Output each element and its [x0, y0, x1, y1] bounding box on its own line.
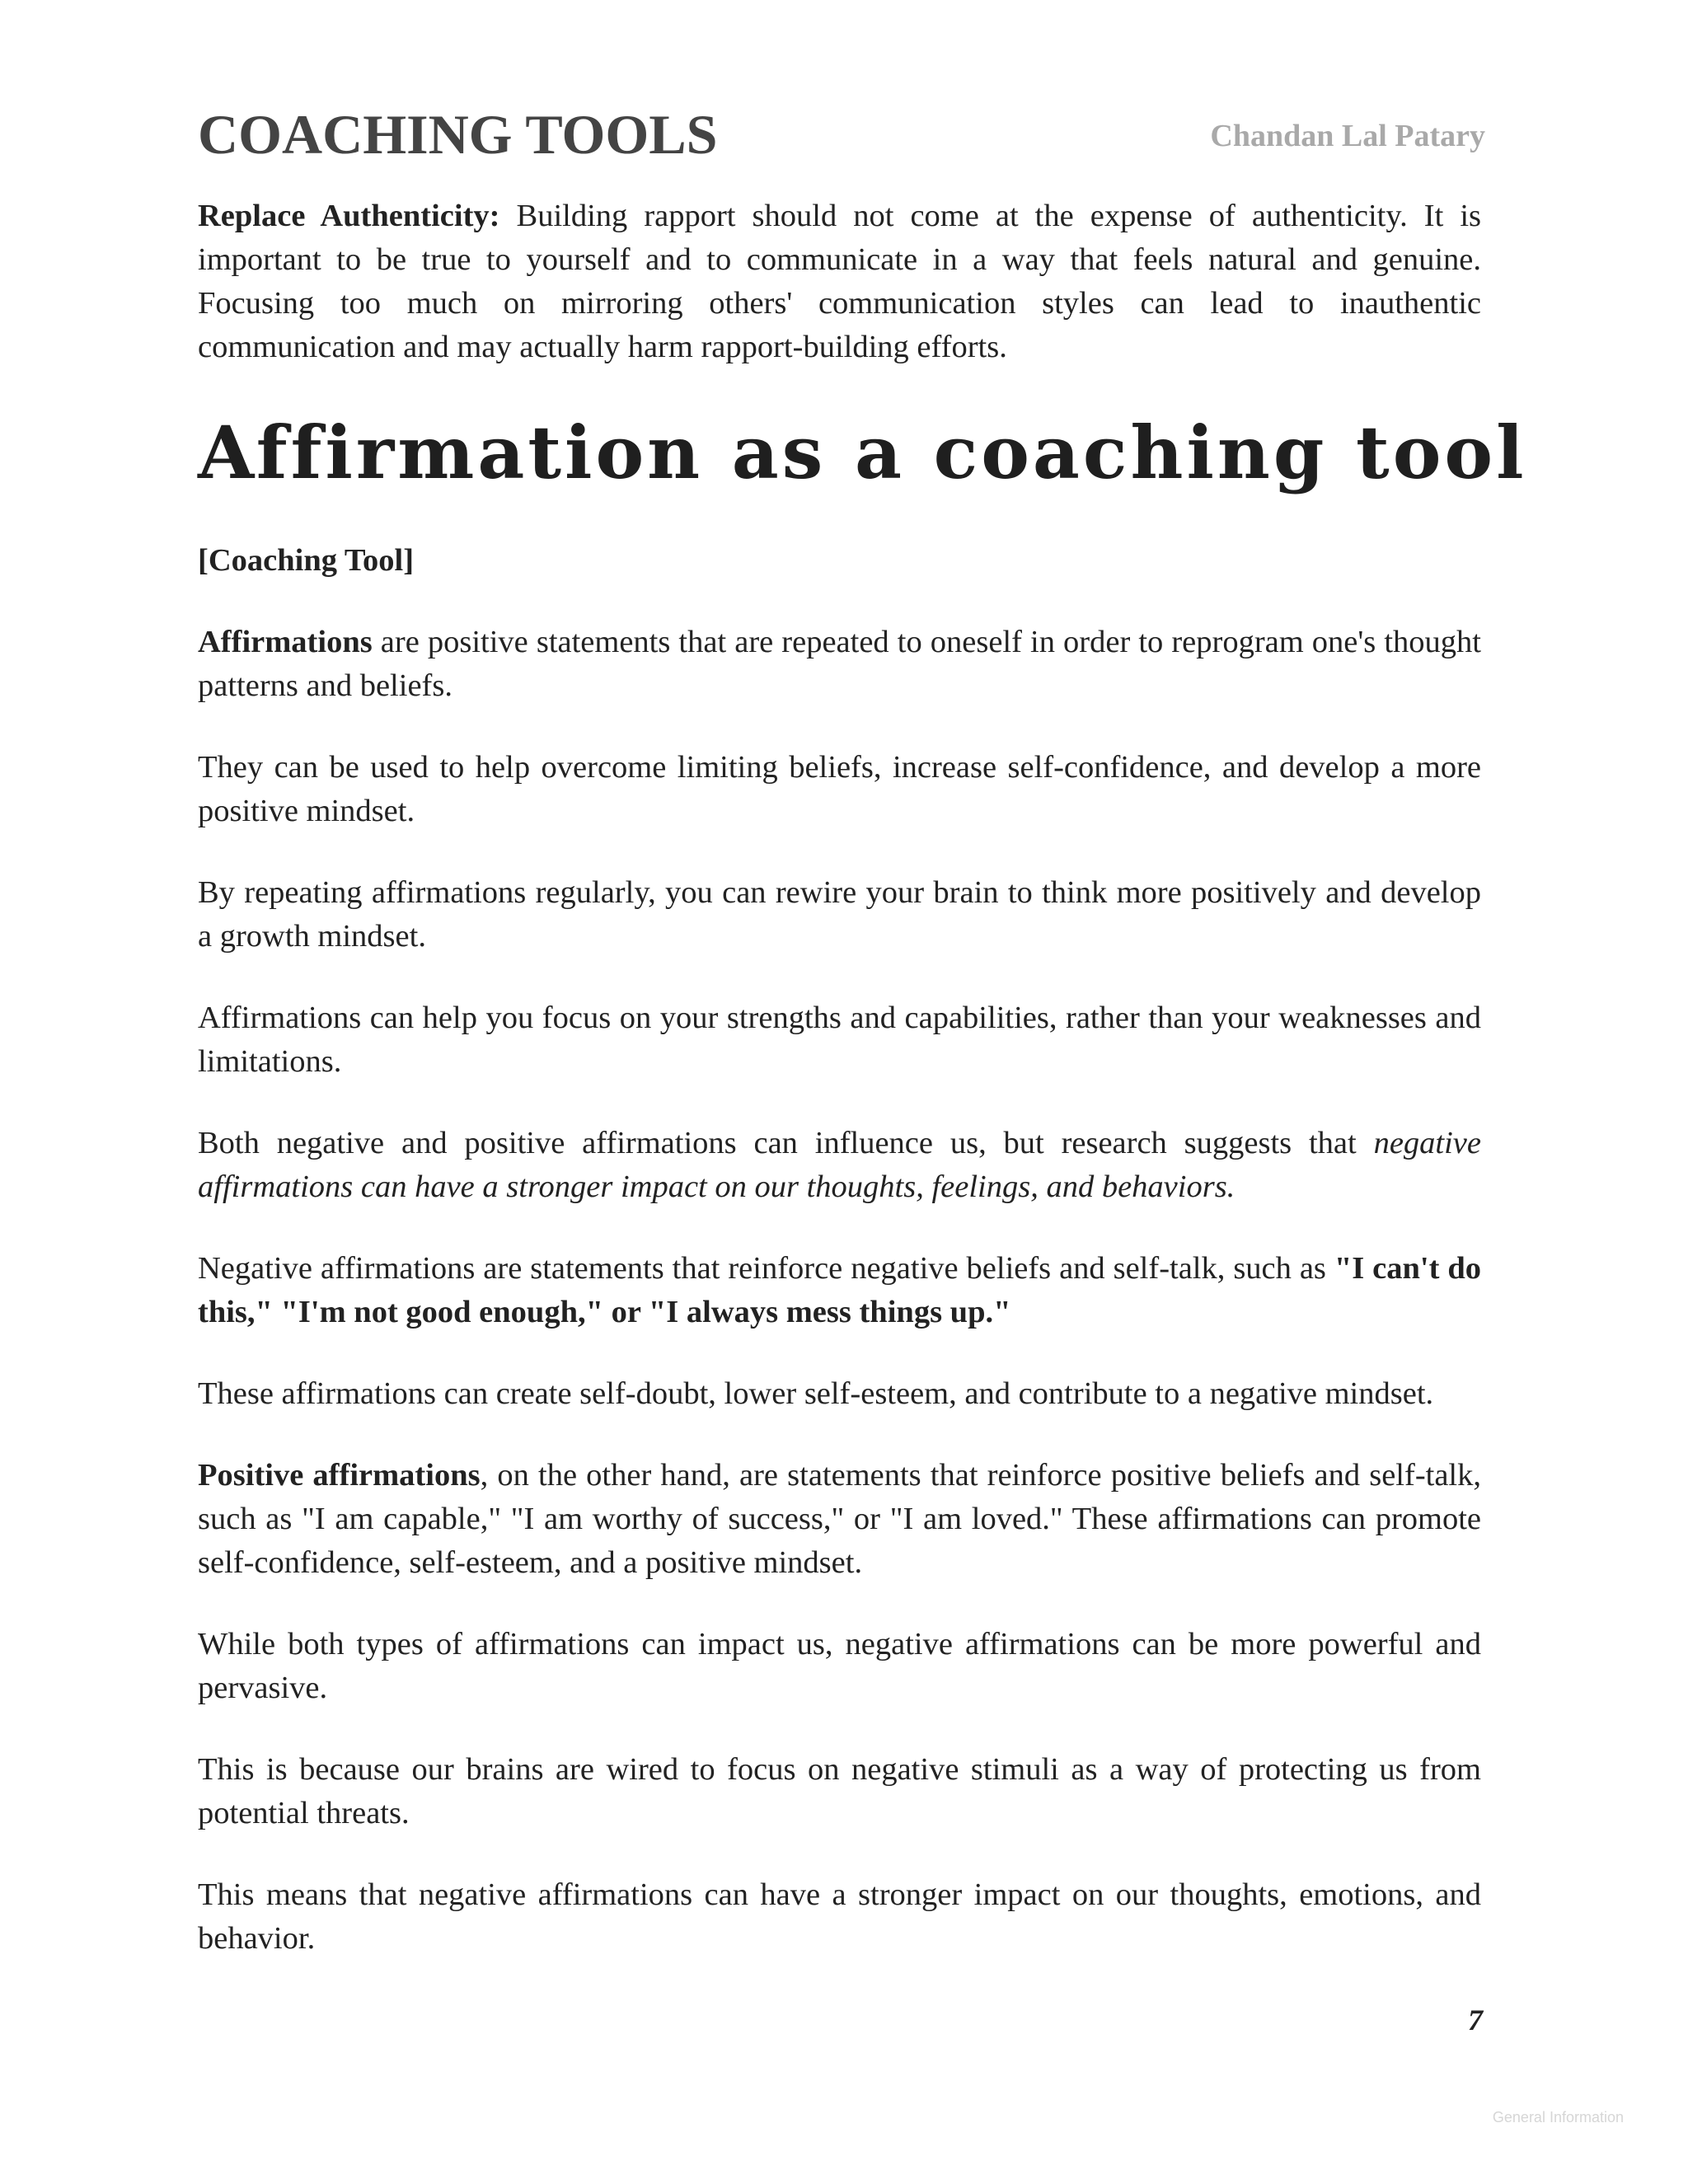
- paragraph-6-bold: "I can't do this," "I'm not good enough," or "I always mess things up.": [198, 1251, 1481, 1329]
- document-title: COACHING TOOLS: [198, 103, 718, 166]
- section-tag: [Coaching Tool]: [198, 543, 415, 578]
- paragraph-7: These affirmations can create self-doubt, lower self-esteem, and contribute to a negative mindset.: [198, 1376, 1434, 1411]
- paragraph-2: They can be used to help overcome limiting beliefs, increase self-confidence, and develop a more positive mindset.: [198, 750, 1481, 828]
- paragraph-8: [198, 1454, 1481, 1585]
- paragraph-10: This is because our brains are wired to focus on negative stimuli as a way of protecting us from potential threats.: [198, 1752, 1481, 1830]
- paragraph-1-bold: Affirmations: [198, 625, 373, 659]
- intro-label: Replace Authenticity:: [198, 199, 500, 233]
- page-header: [198, 97, 1490, 171]
- paragraph-8-text: , on the other hand, are statements that reinforce positive beliefs and self-talk, such as "I am capable," "I am worthy of success," or "I am loved." These affirmations can promote self-confidence, self-esteem, and a positive mindset.: [198, 1458, 1481, 1580]
- paragraph-8-bold: Positive affirmations: [198, 1458, 481, 1493]
- paragraph-9: While both types of affirmations can impact us, negative affirmations can be more powerful and pervasive.: [198, 1627, 1481, 1705]
- page-content: [198, 194, 1527, 1961]
- paragraph-5: [198, 1122, 1481, 1209]
- footer-classification-label: General Information: [1492, 2109, 1624, 2125]
- section-heading: Affirmation as a coaching tool: [198, 410, 1527, 495]
- paragraph-6-text: Negative affirmations are statements that reinforce negative beliefs and self-talk, such as: [198, 1251, 1334, 1286]
- page-number: 7: [1468, 2004, 1483, 2036]
- paragraph-4: Affirmations can help you focus on your strengths and capabilities, rather than your weaknesses and limitations.: [198, 1001, 1481, 1079]
- paragraph-5-text: Both negative and positive affirmations can influence us, but research suggests that: [198, 1126, 1374, 1160]
- author-name: Chandan Lal Patary: [1210, 119, 1485, 153]
- intro-text: Building rapport should not come at the expense of authenticity. It is important to be true to yourself and to communicate in a way that feels natural and genuine. Focusing too much on mirroring others' communication styles can lead to inauthentic communication and may actually harm rapport-building efforts.: [198, 199, 1481, 364]
- paragraph-11: This means that negative affirmations can have a stronger impact on our thoughts, emotions, and behavior.: [198, 1877, 1481, 1956]
- paragraph-6: [198, 1247, 1481, 1334]
- paragraph-1-text: are positive statements that are repeated to oneself in order to reprogram one's thought patterns and beliefs.: [198, 625, 1481, 703]
- intro-paragraph: [198, 194, 1481, 369]
- paragraph-1: [198, 621, 1481, 708]
- paragraph-3: By repeating affirmations regularly, you can rewire your brain to think more positively and develop a growth mindset.: [198, 875, 1481, 954]
- paragraph-5-italic: negative affirmations can have a stronger impact on our thoughts, feelings, and behaviors.: [198, 1126, 1481, 1204]
